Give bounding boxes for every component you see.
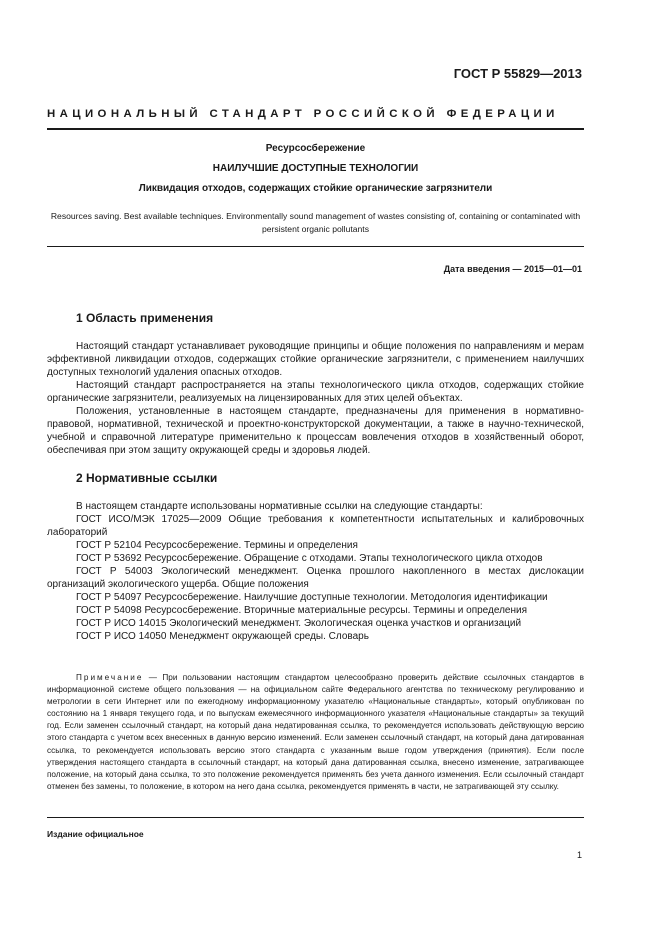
reference-item: ГОСТ Р ИСО 14015 Экологический менеджмент. Экологическая оценка участков и организаций bbox=[76, 618, 522, 629]
document-code: ГОСТ Р 55829—2013 bbox=[453, 66, 582, 81]
title-line-3: Ликвидация отходов, содержащих стойкие органические загрязнители bbox=[138, 183, 493, 194]
title-divider bbox=[47, 246, 584, 247]
section-2-body bbox=[47, 500, 584, 643]
paragraph: В настоящем стандарте использованы нормативные ссылки на следующие стандарты: bbox=[76, 501, 483, 512]
note-label: Примечание bbox=[76, 673, 144, 682]
note-block bbox=[47, 672, 584, 793]
footer-rule bbox=[47, 817, 584, 818]
reference-item: ГОСТ Р ИСО 14050 Менеджмент окружающей среды. Словарь bbox=[76, 631, 369, 642]
national-standard-title: НАЦИОНАЛЬНЫЙ СТАНДАРТ РОССИЙСКОЙ ФЕДЕРАЦИИ bbox=[47, 108, 559, 120]
reference-item: ГОСТ Р 54098 Ресурсосбережение. Вторичные материальные ресурсы. Термины и определения bbox=[76, 605, 528, 616]
title-line-2: НАИЛУЧШИЕ ДОСТУПНЫЕ ТЕХНОЛОГИИ bbox=[212, 163, 419, 174]
reference-item: ГОСТ Р 54097 Ресурсосбережение. Наилучшие доступные технологии. Методология идентификации bbox=[76, 592, 548, 603]
section-1-heading: 1 Область применения bbox=[76, 311, 214, 325]
reference-item: ГОСТ Р 54003 Экологический менеджмент. Оценка прошлого накопленного в местах дислокации организаций экологического ущерба. Общие положения bbox=[47, 566, 584, 590]
section-2-heading: 2 Нормативные ссылки bbox=[76, 471, 218, 485]
official-edition-label: Издание официальное bbox=[47, 829, 144, 839]
english-title: Resources saving. Best available techniques. Environmentally sound management of wastes consisting of, containing or contaminated with persistent organic pollutants bbox=[50, 211, 581, 234]
paragraph: Положения, установленные в настоящем стандарте, предназначены для применения в нормативно-правовой, нормативной, технической и проектно-конструкторской документации, а также в научно-технической, учебной и справочной литературе применительно к процессам вовлечения отходов в хозяйственный оборот, обеспечивая при этом защиту окружающей среды и здоровья людей. bbox=[47, 406, 584, 456]
reference-item: ГОСТ ИСО/МЭК 17025—2009 Общие требования к компетентности испытательных и калибровочных лабораторий bbox=[47, 514, 584, 538]
title-line-1: Ресурсосбережение bbox=[265, 143, 366, 154]
paragraph: Настоящий стандарт устанавливает руководящие принципы и общие положения по направлениям и мерам эффективной ликвидации отходов, содержащих стойкие органические загрязнители, с применением наилучших доступных технологий удаления опасных отходов. bbox=[47, 341, 584, 378]
note-text: — При пользовании настоящим стандартом целесообразно проверить действие ссылочных стандартов в информационной системе общего пользования — на официальном сайте Федерального агентства по техническому регулированию и метрологии в сети Интернет или по ежегодному информационному указателю «Национальные стандарты», который опубликован по состоянию на 1 января текущего года, и по выпускам ежемесячного информационного указателя «Национальные стандарты» за текущий год. Если заменен ссылочный стандарт, на который дана недатированная ссылка, то рекомендуется использовать действующую версию этого стандарта с учетом всех внесенных в данную версию изменений. Если заменен ссылочный стандарт, на который дана датированная ссылка, то рекомендуется использовать версию этого стандарта с указанным выше годом утверждения (принятия). Если после утверждения настоящего стандарта в ссылочный стандарт, на который дана датированная ссылка, внесено изменение, затрагивающее положение, на который дана ссылка, то это положение рекомендуется применять без учета данного изменения. Если ссылочный стандарт отменен без замены, то положение, в котором на него дана ссылка, рекомендуется применять в части, не затрагивающей эту ссылку. bbox=[47, 673, 584, 791]
reference-item: ГОСТ Р 53692 Ресурсосбережение. Обращение с отходами. Этапы технологического цикла отходов bbox=[76, 553, 543, 564]
page-number: 1 bbox=[576, 850, 582, 860]
reference-item: ГОСТ Р 52104 Ресурсосбережение. Термины и определения bbox=[76, 540, 358, 551]
introduction-date: Дата введения — 2015—01—01 bbox=[443, 264, 582, 274]
header-rule bbox=[47, 128, 584, 130]
section-1-body bbox=[47, 340, 584, 457]
paragraph: Настоящий стандарт распространяется на этапы технологического цикла отходов, содержащих стойкие органические загрязнители, реализуемых на лицензированных для этих целей объектах. bbox=[47, 380, 584, 404]
